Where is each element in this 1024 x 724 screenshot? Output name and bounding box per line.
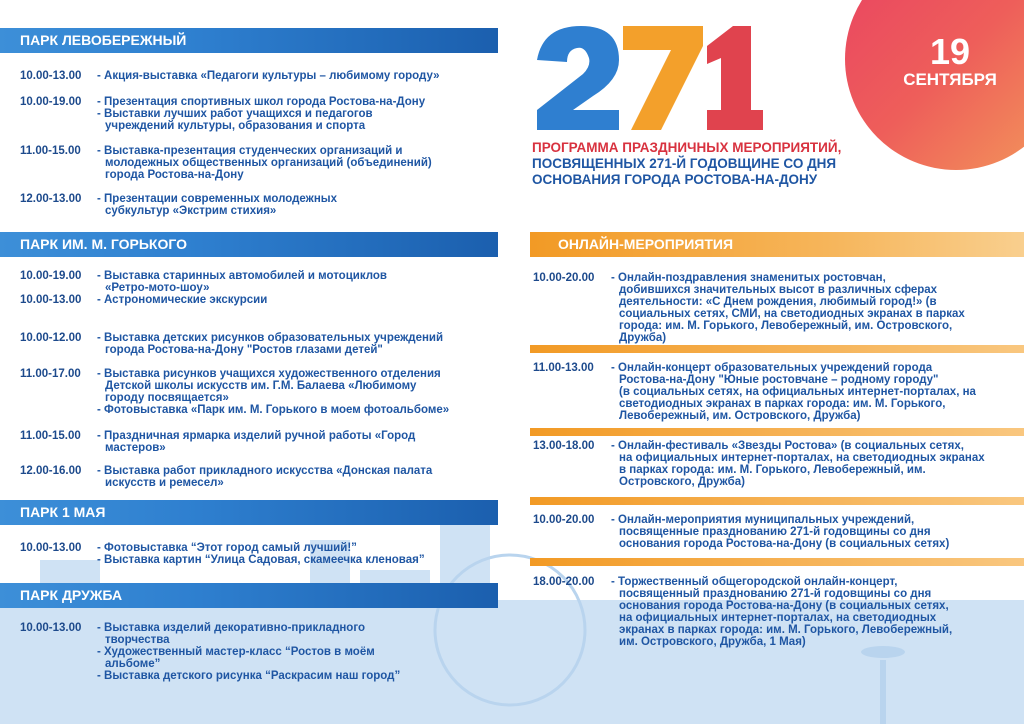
description-line: на официальных интернет-порталах, на светодиодных	[619, 612, 937, 624]
date-day: 19	[929, 31, 971, 72]
online-section-header: ОНЛАЙН-МЕРОПРИЯТИЯ	[530, 232, 1024, 257]
description-line: - Онлайн-фестиваль «Звезды Ростова» (в социальных сетях,	[611, 440, 964, 452]
description-line: - Выставка рисунков учащихся художественного отделения	[97, 368, 441, 380]
event-description	[611, 440, 985, 488]
description-line: - Акция-выставка «Педагоги культуры – любимому городу»	[97, 70, 440, 82]
description-line: городу посвящается»	[105, 392, 229, 404]
description-line: - Презентации современных молодежных	[97, 193, 337, 205]
divider-stripe	[530, 428, 1024, 436]
event-time: 10.00-20.00	[533, 514, 595, 526]
divider-stripe	[530, 497, 1024, 505]
description-line: молодежных общественных организаций (объединений)	[105, 157, 432, 169]
program-title	[532, 140, 841, 188]
event-time: 10.00-13.00	[20, 622, 82, 634]
description-line: - Выставка старинных автомобилей и мотоциклов	[97, 270, 387, 282]
description-line: «Ретро-мото-шоу»	[105, 282, 210, 294]
description-line: экранах в парках города: им. М. Горького, Левобережный,	[619, 624, 953, 636]
description-line: - Фотовыставка «Парк им. М. Горького в моем фотоальбоме»	[97, 404, 450, 416]
description-line: - Онлайн-мероприятия муниципальных учреждений,	[611, 514, 915, 526]
event-description	[97, 622, 400, 682]
description-line: добившихся значительных высот в различных сферах	[619, 284, 938, 296]
description-line: учреждений культуры, образования и спорта	[105, 120, 366, 132]
description-line: им. Островского, Дружба, 1 Мая)	[619, 636, 806, 648]
description-line: творчества	[105, 634, 170, 646]
divider-stripe	[530, 558, 1024, 566]
description-line: основания города Ростова-на-Дону (в социальных сетях)	[619, 538, 950, 550]
event-description	[97, 430, 415, 454]
event-time: 10.00-13.00	[20, 294, 82, 306]
description-line: - Астрономические экскурсии	[97, 294, 268, 306]
description-line: города: им. М. Горького, Левобережный, им. Островского,	[619, 320, 953, 332]
description-line: - Художественный мастер-класс “Ростов в моём	[97, 646, 375, 658]
anniversary-271-logo	[533, 24, 763, 132]
description-line: - Выставка детского рисунка “Раскрасим наш город”	[97, 670, 401, 682]
event-description	[97, 542, 425, 566]
event-description	[97, 193, 337, 217]
description-line: в парках города: им. М. Горького, Левобережный, им.	[619, 464, 926, 476]
description-line: - Выставка детских рисунков образовательных учреждений	[97, 332, 444, 344]
event-time: 12.00-13.00	[20, 193, 82, 205]
description-line: Левобережный, им. Островского, Дружба)	[619, 410, 861, 422]
description-line: - Праздничная ярмарка изделий ручной работы «Город	[97, 430, 416, 442]
event-time: 11.00-15.00	[20, 145, 81, 157]
description-line: субкультур «Экстрим стихия»	[105, 205, 277, 217]
event-description	[97, 70, 440, 82]
event-description	[611, 272, 965, 344]
event-time: 10.00-13.00	[20, 542, 82, 554]
section-header: ПАРК ЛЕВОБЕРЕЖНЫЙ	[0, 28, 498, 53]
divider-stripe	[530, 345, 1024, 353]
description-line: посвященные празднованию 271-й годовщины со дня	[619, 526, 931, 538]
event-time: 18.00-20.00	[533, 576, 595, 588]
date-month: СЕНТЯБРЯ	[903, 70, 997, 89]
description-line: Детской школы искусств им. Г.М. Балаева «Любимому	[105, 380, 417, 392]
title-line-1: ПРОГРАММА ПРАЗДНИЧНЫХ МЕРОПРИЯТИЙ,	[532, 140, 842, 155]
description-line: - Торжественный общегородской онлайн-концерт,	[611, 576, 898, 588]
description-line: Дружба)	[619, 332, 667, 344]
title-line-2: ПОСВЯЩЕННЫХ 271-Й ГОДОВЩИНЕ СО ДНЯ	[532, 156, 837, 171]
event-description	[97, 96, 425, 132]
description-line: города Ростова-на-Дону "Ростов глазами детей"	[105, 344, 383, 356]
event-time: 11.00-17.00	[20, 368, 81, 380]
event-description	[97, 145, 432, 181]
logo-number: 271	[533, 24, 535, 25]
description-line: посвященный празднованию 271-й годовщины со дня	[619, 588, 932, 600]
event-date	[880, 31, 1020, 90]
description-line: светодиодных экранах в парках города: им. М. Горького,	[619, 398, 946, 410]
description-line: альбоме”	[105, 658, 161, 670]
description-line: - Выставка изделий декоративно-прикладного	[97, 622, 365, 634]
description-line: - Фотовыставка “Этот город самый лучший!”	[97, 542, 357, 554]
section-header: ПАРК 1 МАЯ	[0, 500, 498, 525]
event-description	[611, 576, 952, 648]
description-line: мастеров»	[105, 442, 166, 454]
description-line: - Презентация спортивных школ города Ростова-на-Дону	[97, 96, 426, 108]
event-time: 10.00-13.00	[20, 70, 82, 82]
description-line: основания города Ростова-на-Дону (в социальных сетях,	[619, 600, 949, 612]
description-line: искусств и ремесел»	[105, 477, 224, 489]
description-line: - Выставка-презентация студенческих организаций и	[97, 145, 403, 157]
title-line-3: ОСНОВАНИЯ ГОРОДА РОСТОВА-НА-ДОНУ	[532, 172, 818, 187]
event-time: 10.00-19.00	[20, 270, 82, 282]
section-header: ПАРК ИМ. М. ГОРЬКОГО	[0, 232, 498, 257]
section-header: ПАРК ДРУЖБА	[0, 583, 498, 608]
description-line: - Онлайн-концерт образовательных учреждений города	[611, 362, 933, 374]
description-line: Островского, Дружба)	[619, 476, 745, 488]
event-description	[97, 294, 267, 306]
event-description	[611, 362, 976, 422]
description-line: социальных сетях, СМИ, на светодиодных экранах в парках	[619, 308, 965, 320]
event-time: 10.00-19.00	[20, 96, 82, 108]
event-time: 11.00-13.00	[533, 362, 594, 374]
event-time: 10.00-12.00	[20, 332, 82, 344]
event-description	[97, 465, 432, 489]
event-time: 13.00-18.00	[533, 440, 595, 452]
event-time: 11.00-15.00	[20, 430, 81, 442]
event-description	[97, 368, 449, 416]
event-description	[611, 514, 949, 550]
description-line: (в социальных сетях, на официальных интернет-порталах, на	[619, 386, 976, 398]
description-line: деятельности: «С Днем рождения, любимый город!» (в	[619, 296, 937, 308]
description-line: на официальных интернет-порталах, на светодиодных экранах	[619, 452, 985, 464]
description-line: - Онлайн-поздравления знаменитых ростовчан,	[611, 272, 886, 284]
event-time: 12.00-16.00	[20, 465, 82, 477]
event-time: 10.00-20.00	[533, 272, 595, 284]
description-line: - Выставки лучших работ учащихся и педагогов	[97, 108, 373, 120]
description-line: - Выставка картин “Улица Садовая, скамеечка кленовая”	[97, 554, 425, 566]
description-line: Ростова-на-Дону "Юные ростовчане – родному городу"	[619, 374, 939, 386]
event-description	[97, 332, 443, 356]
description-line: города Ростова-на-Дону	[105, 169, 244, 181]
description-line: - Выставка работ прикладного искусства «Донская палата	[97, 465, 433, 477]
event-description	[97, 270, 387, 294]
